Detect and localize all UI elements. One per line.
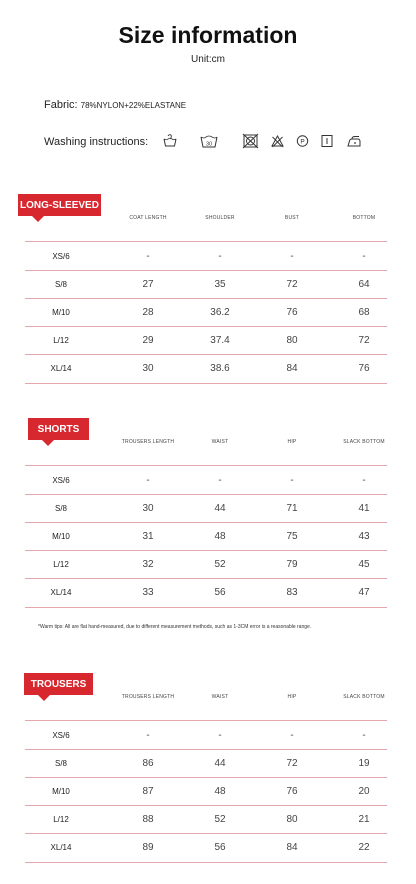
column-header: HIP bbox=[287, 694, 297, 700]
table-cell: 71 bbox=[286, 503, 298, 514]
table-cell: 47 bbox=[358, 587, 370, 598]
table-cell: 35 bbox=[214, 279, 226, 290]
size-label: XS/6 bbox=[52, 731, 70, 740]
table-row bbox=[25, 327, 387, 355]
unit-label: Unit:cm bbox=[191, 54, 225, 65]
table-cell: 43 bbox=[358, 531, 370, 542]
table-cell: 38.6 bbox=[210, 363, 230, 374]
size-label: S/8 bbox=[54, 759, 67, 768]
table-cell: 56 bbox=[214, 587, 226, 598]
table-cell: - bbox=[218, 251, 222, 262]
table-cell: - bbox=[362, 475, 366, 486]
table-cell: 84 bbox=[286, 842, 298, 853]
table-cell: 52 bbox=[214, 559, 226, 570]
table-cell: 52 bbox=[214, 814, 226, 825]
table-cell: 76 bbox=[358, 363, 370, 374]
table-cell: 83 bbox=[286, 587, 298, 598]
size-label: M/10 bbox=[52, 532, 70, 541]
table-row bbox=[25, 467, 387, 495]
table-cell: 84 bbox=[286, 363, 298, 374]
table-row bbox=[25, 722, 387, 750]
table-row bbox=[25, 243, 387, 271]
table-cell: - bbox=[290, 251, 294, 262]
washing-instructions bbox=[44, 134, 148, 150]
table-cell: 37.4 bbox=[210, 335, 230, 346]
wash-temperature: 30 bbox=[205, 141, 213, 148]
table-cell: 80 bbox=[286, 335, 298, 346]
column-header: TROUSERS LENGTH bbox=[121, 439, 175, 445]
page-title: Size information bbox=[118, 22, 298, 48]
table-cell: 27 bbox=[142, 279, 154, 290]
size-label: S/8 bbox=[54, 504, 67, 513]
table-cell: 89 bbox=[142, 842, 154, 853]
table-row bbox=[25, 355, 387, 383]
table-cell: 30 bbox=[142, 363, 154, 374]
size-label: M/10 bbox=[52, 787, 70, 796]
table-cell: 86 bbox=[142, 758, 154, 769]
size-label: XL/14 bbox=[50, 588, 72, 597]
table-cell: - bbox=[362, 730, 366, 741]
column-header: SHOULDER bbox=[205, 215, 235, 221]
table-divider bbox=[25, 383, 387, 384]
fabric-info bbox=[44, 99, 186, 111]
table-cell: 44 bbox=[214, 503, 226, 514]
table-row bbox=[25, 778, 387, 806]
table-row bbox=[25, 271, 387, 299]
table-cell: 79 bbox=[286, 559, 298, 570]
size-label: XL/14 bbox=[50, 364, 72, 373]
section-badge-trousers: TROUSERS bbox=[24, 673, 93, 695]
washing-label: Washing instructions: bbox=[44, 136, 149, 148]
table-cell: - bbox=[146, 251, 150, 262]
column-header: SLACK BOTTOM bbox=[343, 694, 385, 700]
table-cell: 64 bbox=[358, 279, 370, 290]
table-cell: 32 bbox=[142, 559, 154, 570]
table-cell: 22 bbox=[358, 842, 370, 853]
column-header: TROUSERS LENGTH bbox=[121, 694, 175, 700]
column-header: BUST bbox=[284, 215, 300, 221]
table-row bbox=[25, 523, 387, 551]
table-cell: 21 bbox=[358, 814, 370, 825]
table-cell: - bbox=[146, 730, 150, 741]
table-cell: 72 bbox=[358, 335, 370, 346]
table-row bbox=[25, 750, 387, 778]
table-cell: 88 bbox=[142, 814, 154, 825]
table-cell: 48 bbox=[214, 531, 226, 542]
dry-clean-letter: P bbox=[300, 138, 305, 146]
column-header: WAIST bbox=[211, 439, 229, 445]
table-cell: 76 bbox=[286, 307, 298, 318]
table-cell: 68 bbox=[358, 307, 370, 318]
table-cell: - bbox=[290, 475, 294, 486]
warm-tips-note: *Warm tips: All are flat hand-measured, due to different measurement methods, such as 1-3CM error is a reasonable range. bbox=[38, 624, 312, 630]
table-cell: 45 bbox=[358, 559, 370, 570]
table-cell: 36.2 bbox=[210, 307, 230, 318]
table-cell: 48 bbox=[214, 786, 226, 797]
section-badge-long-sleeved: LONG-SLEEVED bbox=[18, 194, 101, 216]
table-cell: 33 bbox=[142, 587, 154, 598]
table-cell: - bbox=[146, 475, 150, 486]
table-divider bbox=[25, 465, 387, 466]
table-cell: 41 bbox=[358, 503, 370, 514]
table-cell: 76 bbox=[286, 786, 298, 797]
table-cell: 72 bbox=[286, 758, 298, 769]
size-label: XS/6 bbox=[52, 252, 70, 261]
line-dry-icon bbox=[321, 133, 333, 149]
table-cell: - bbox=[218, 730, 222, 741]
table-cell: 44 bbox=[214, 758, 226, 769]
column-header: SLACK BOTTOM bbox=[343, 439, 385, 445]
dry-clean-p-icon bbox=[296, 133, 309, 149]
table-cell: 31 bbox=[142, 531, 154, 542]
table-row bbox=[25, 551, 387, 579]
section-badge-shorts: SHORTS bbox=[28, 418, 89, 440]
table-divider bbox=[25, 862, 387, 863]
table-cell: 19 bbox=[358, 758, 370, 769]
size-label: L/12 bbox=[53, 560, 69, 569]
table-row bbox=[25, 579, 387, 607]
table-cell: 28 bbox=[142, 307, 154, 318]
table-divider bbox=[25, 607, 387, 608]
table-row bbox=[25, 495, 387, 523]
table-cell: 75 bbox=[286, 531, 298, 542]
table-row bbox=[25, 834, 387, 862]
table-cell: - bbox=[290, 730, 294, 741]
table-cell: - bbox=[362, 251, 366, 262]
table-cell: 56 bbox=[214, 842, 226, 853]
table-row bbox=[25, 299, 387, 327]
wash-30-icon bbox=[200, 133, 218, 149]
size-label: L/12 bbox=[53, 336, 69, 345]
table-cell: 30 bbox=[142, 503, 154, 514]
column-header: HIP bbox=[287, 439, 297, 445]
fabric-value: 78%NYLON+22%ELASTANE bbox=[80, 101, 187, 110]
hand-wash-icon bbox=[163, 133, 177, 149]
iron-low-icon bbox=[347, 133, 361, 149]
table-divider bbox=[25, 241, 387, 242]
size-label: XS/6 bbox=[52, 476, 70, 485]
table-cell: 72 bbox=[286, 279, 298, 290]
table-cell: 20 bbox=[358, 786, 370, 797]
column-header: WAIST bbox=[211, 694, 229, 700]
table-cell: - bbox=[218, 475, 222, 486]
size-label: S/8 bbox=[54, 280, 67, 289]
column-header: COAT LENGTH bbox=[129, 215, 167, 221]
table-divider bbox=[25, 720, 387, 721]
fabric-label: Fabric: bbox=[44, 99, 78, 111]
column-header: BOTTOM bbox=[352, 215, 376, 221]
do-not-bleach-icon bbox=[271, 133, 284, 149]
table-cell: 80 bbox=[286, 814, 298, 825]
table-row bbox=[25, 806, 387, 834]
do-not-tumble-dry-icon bbox=[242, 133, 259, 149]
size-label: L/12 bbox=[53, 815, 69, 824]
table-cell: 29 bbox=[142, 335, 154, 346]
table-cell: 87 bbox=[142, 786, 154, 797]
size-label: M/10 bbox=[52, 308, 70, 317]
size-label: XL/14 bbox=[50, 843, 72, 852]
